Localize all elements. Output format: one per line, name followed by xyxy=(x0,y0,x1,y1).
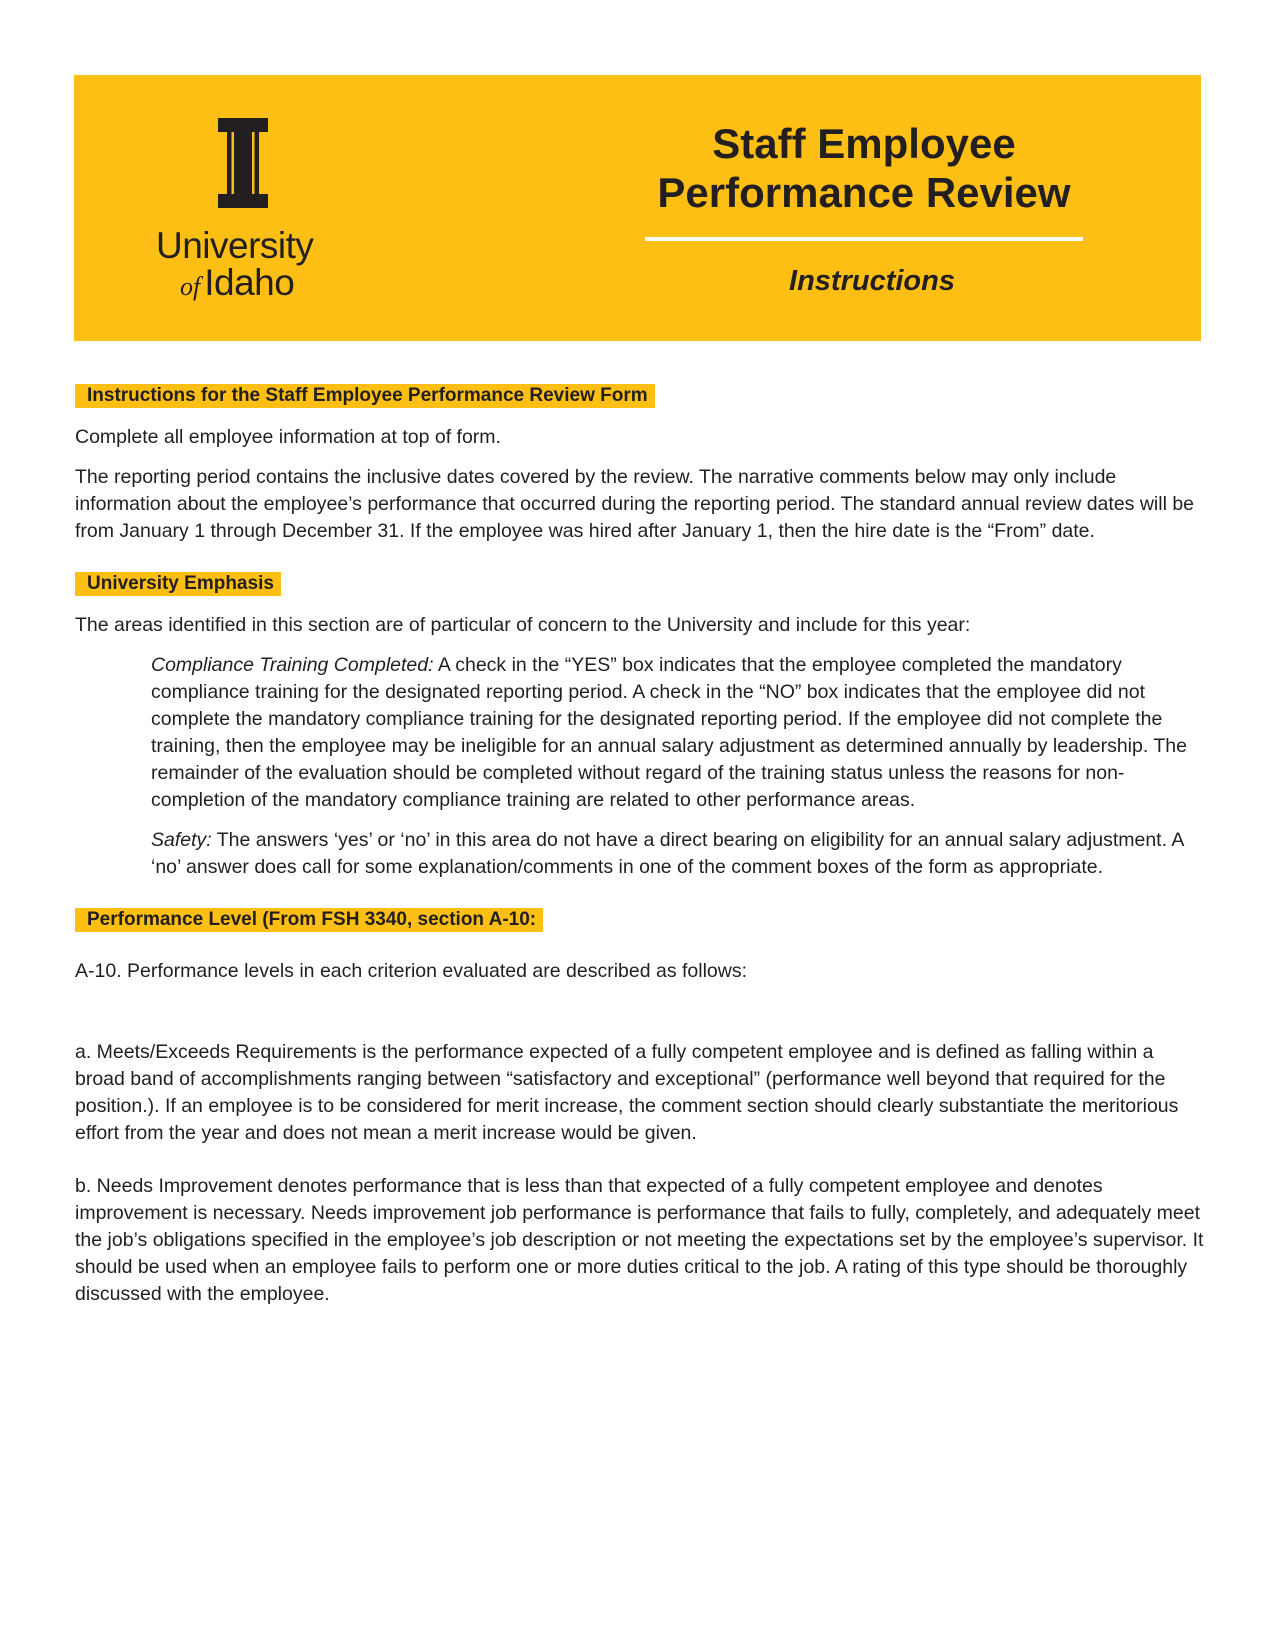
section-heading: Instructions for the Staff Employee Performance Review Form xyxy=(75,384,655,408)
document-body xyxy=(75,384,1205,1308)
compliance-label: Compliance Training Completed: xyxy=(151,654,434,676)
page-subtitle: Instructions xyxy=(789,265,955,297)
logo-wordmark xyxy=(156,227,356,301)
paragraph: The reporting period contains the inclusive dates covered by the review. The narrative comments below may only include information about the employee’s performance that occurred during the reporting period. The standard annual review dates will be from January 1 through December 31. If the employee was hired after January 1, then the hire date is the “From” date. xyxy=(75,466,1195,542)
title-divider xyxy=(645,237,1083,241)
title-block xyxy=(599,119,1129,298)
compliance-text: A check in the “YES” box indicates that the employee completed the mandatory compliance training for the designated reporting period. A check in the “NO” box indicates that the employee did not complete the mandatory compliance training for the designated reporting period. If the employee did not complete the training, then the employee may be ineligible for an annual salary adjustment as determined annually by leadership. The remainder of the evaluation should be completed without regard of the training status unless the reasons for non-completion of the mandatory compliance training are related to other performance areas. xyxy=(151,654,1187,811)
university-logo xyxy=(74,75,474,341)
page-title-line-1: Staff Employee xyxy=(712,120,1016,167)
level-a-paragraph: a. Meets/Exceeds Requirements is the performance expected of a fully competent employee and is defined as falling within a broad band of accomplishments ranging between “satisfactory and exceptional” (performance well beyond that required for the position.). If an employee is to be considered for merit increase, the comment section should clearly substantiate the meritorious effort from the year and does not mean a merit increase would be given. xyxy=(75,1041,1179,1144)
section-form-instructions xyxy=(75,384,1205,545)
logo-idaho-text: Idaho xyxy=(204,262,295,303)
block-i-logo-icon xyxy=(218,118,268,208)
section-university-emphasis xyxy=(75,572,1205,881)
level-b-paragraph: b. Needs Improvement denotes performance that is less than that expected of a fully competent employee and denotes improvement is necessary. Needs improvement job performance is performance that fails to fully, completely, and adequately meet the job’s obligations specified in the employee’s job description or not meeting the expectations set by the employee’s supervisor. It should be used when an employee fails to perform one or more duties critical to the job. A rating of this type should be thoroughly discussed with the employee. xyxy=(75,1175,1204,1305)
safety-text: The answers ‘yes’ or ‘no’ in this area do not have a direct bearing on eligibility for an annual salary adjustment. A ‘no’ answer does call for some explanation/comments in one of the comment boxes of the form as appropriate. xyxy=(151,829,1184,878)
section-heading: Performance Level (From FSH 3340, section A-10: xyxy=(75,908,543,932)
logo-of-text: of xyxy=(180,272,201,301)
paragraph: Complete all employee information at top of form. xyxy=(75,426,501,448)
safety-paragraph xyxy=(75,827,1205,881)
page-title-line-2: Performance Review xyxy=(657,169,1071,216)
section-heading: University Emphasis xyxy=(75,572,281,596)
section-performance-level xyxy=(75,908,1205,1308)
header-banner xyxy=(74,75,1201,341)
paragraph: A-10. Performance levels in each criterion evaluated are described as follows: xyxy=(75,960,748,982)
logo-university-text: University xyxy=(156,225,314,266)
paragraph: The areas identified in this section are of particular of concern to the University and include for this year: xyxy=(75,614,971,636)
safety-label: Safety: xyxy=(151,829,212,851)
compliance-paragraph xyxy=(75,652,1205,814)
